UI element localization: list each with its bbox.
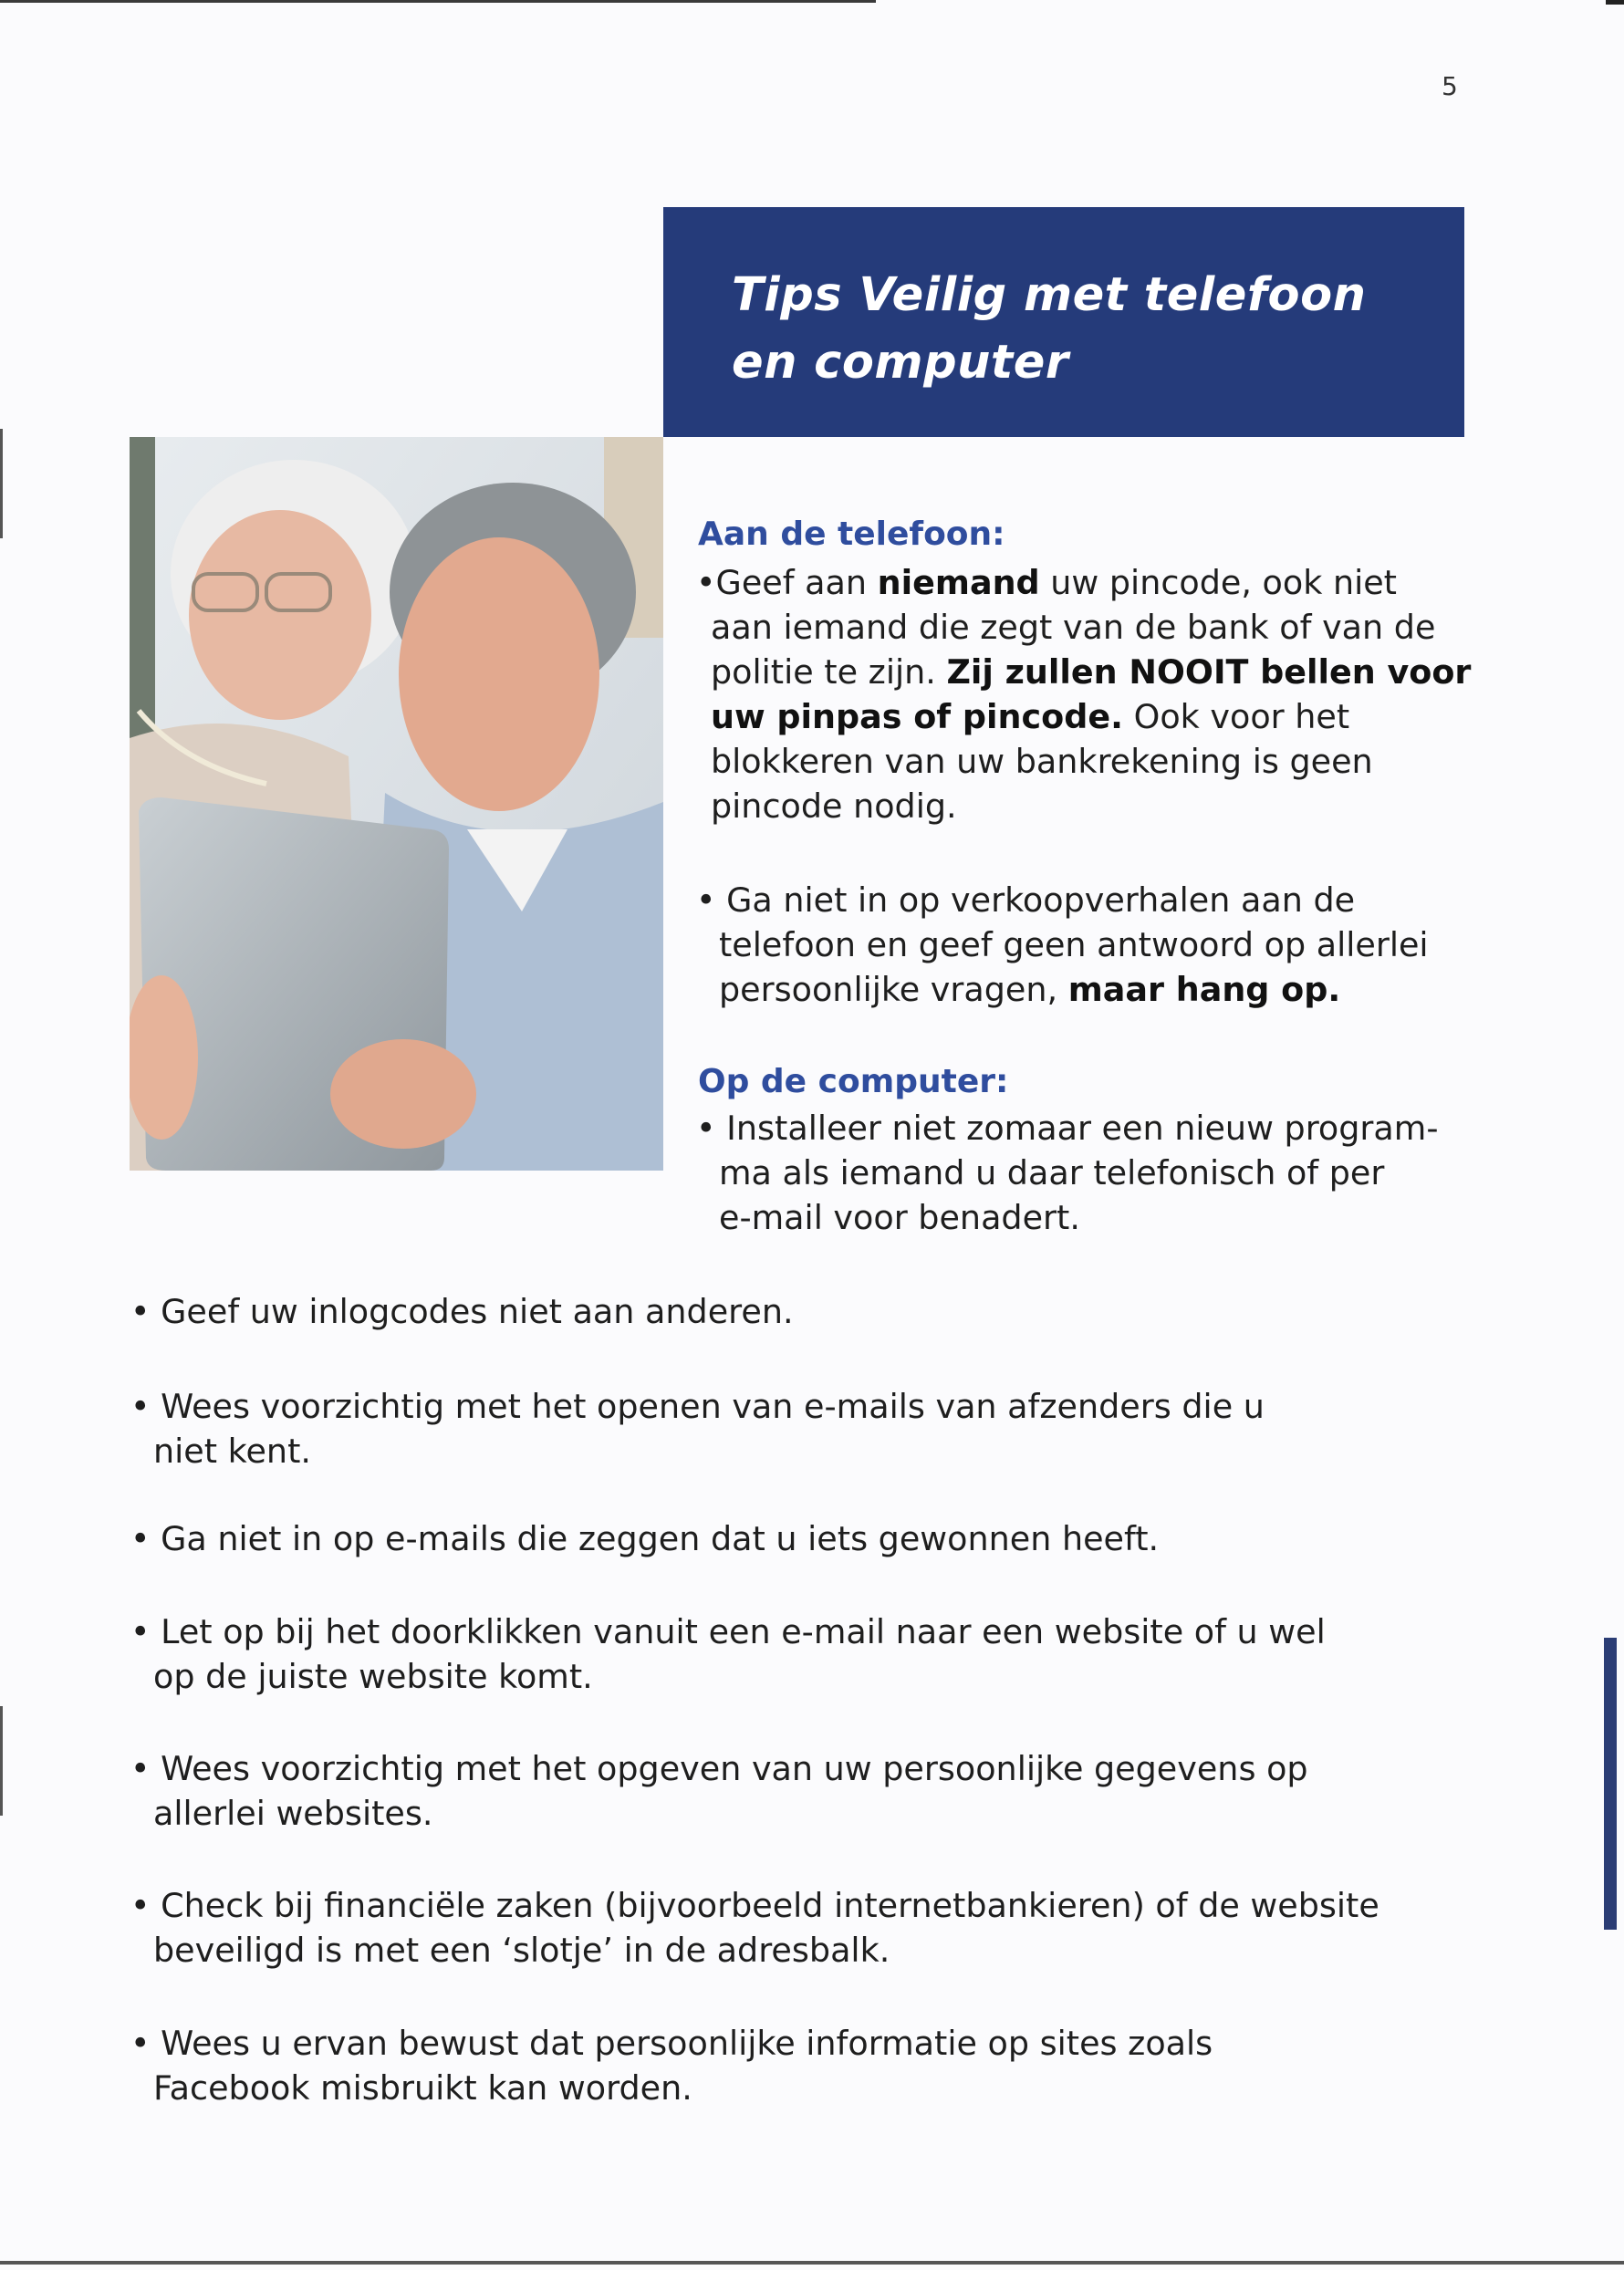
emphasis: niemand <box>877 563 1040 602</box>
text: allerlei websites. <box>153 1794 433 1833</box>
phone-tip-2 <box>696 878 1429 1012</box>
tip-item <box>130 2021 1213 2110</box>
heading-computer: Op de computer: <box>698 1063 1009 1100</box>
text: Ook voor het <box>1122 697 1350 736</box>
page-edge-corner <box>1606 0 1624 5</box>
text: • Wees u ervan bewust dat persoonlijke informatie op sites zoals <box>130 2024 1213 2063</box>
text: • Geef uw inlogcodes niet aan anderen. <box>130 1292 794 1331</box>
text: aan iemand die zegt van de bank of van de <box>711 608 1436 647</box>
page-edge-bottom <box>0 2261 1624 2265</box>
photo-seniors-with-tablet <box>130 437 663 1171</box>
title-banner <box>663 207 1464 437</box>
text: • Wees voorzichtig met het opgeven van uw persoonlijke gegevens op <box>130 1749 1308 1788</box>
page-edge-left <box>0 1706 3 1816</box>
text: beveiligd is met een ‘slotje’ in de adresbalk. <box>153 1931 890 1970</box>
text: niet kent. <box>153 1432 311 1471</box>
text: telefoon en geef geen antwoord op allerlei <box>719 925 1429 964</box>
side-accent-bar <box>1604 1638 1617 1930</box>
text: blokkeren van uw bankrekening is geen <box>711 742 1373 781</box>
phone-tip-1 <box>696 560 1471 828</box>
emphasis: uw pinpas of pincode. <box>711 697 1123 736</box>
text: • Check bij financiële zaken (bijvoorbeeld internetbankieren) of de website <box>130 1886 1379 1925</box>
tip-item <box>130 1384 1265 1473</box>
text: ma als iemand u daar telefonisch of per <box>719 1153 1385 1192</box>
tip-item <box>130 1609 1326 1699</box>
emphasis: Zij zullen NOOIT bellen voor <box>946 652 1472 692</box>
text: • Installeer niet zomaar een nieuw program- <box>696 1109 1439 1148</box>
page-edge-top <box>0 0 876 3</box>
page-edge-left <box>0 429 3 538</box>
text: • Let op bij het doorklikken vanuit een e-mail naar een website of u wel <box>130 1612 1326 1651</box>
page-number: 5 <box>1442 71 1458 101</box>
title-line-2: en computer <box>732 336 1069 390</box>
computer-tip-1 <box>696 1106 1439 1240</box>
emphasis: maar hang op. <box>1067 970 1341 1009</box>
tip-item <box>130 1746 1308 1836</box>
text: • Wees voorzichtig met het openen van e-mails van afzenders die u <box>130 1387 1265 1426</box>
heading-phone: Aan de telefoon: <box>698 515 1005 553</box>
text: op de juiste website komt. <box>153 1657 593 1696</box>
text: e-mail voor benadert. <box>719 1198 1080 1237</box>
text: •Geef aan <box>696 563 878 602</box>
text: pincode nodig. <box>711 786 957 826</box>
title-line-1: Tips Veilig met telefoon <box>732 268 1367 322</box>
text: • Ga niet in op verkoopverhalen aan de <box>696 880 1356 920</box>
text: uw pincode, ook niet <box>1039 563 1397 602</box>
text: Facebook misbruikt kan worden. <box>153 2068 692 2108</box>
tip-item <box>130 1289 794 1334</box>
tip-item <box>130 1883 1379 1973</box>
text: persoonlijke vragen, <box>719 970 1068 1009</box>
text: • Ga niet in op e-mails die zeggen dat u iets gewonnen heeft. <box>130 1519 1160 1558</box>
tip-item <box>130 1516 1159 1561</box>
text: politie te zijn. <box>711 652 947 692</box>
